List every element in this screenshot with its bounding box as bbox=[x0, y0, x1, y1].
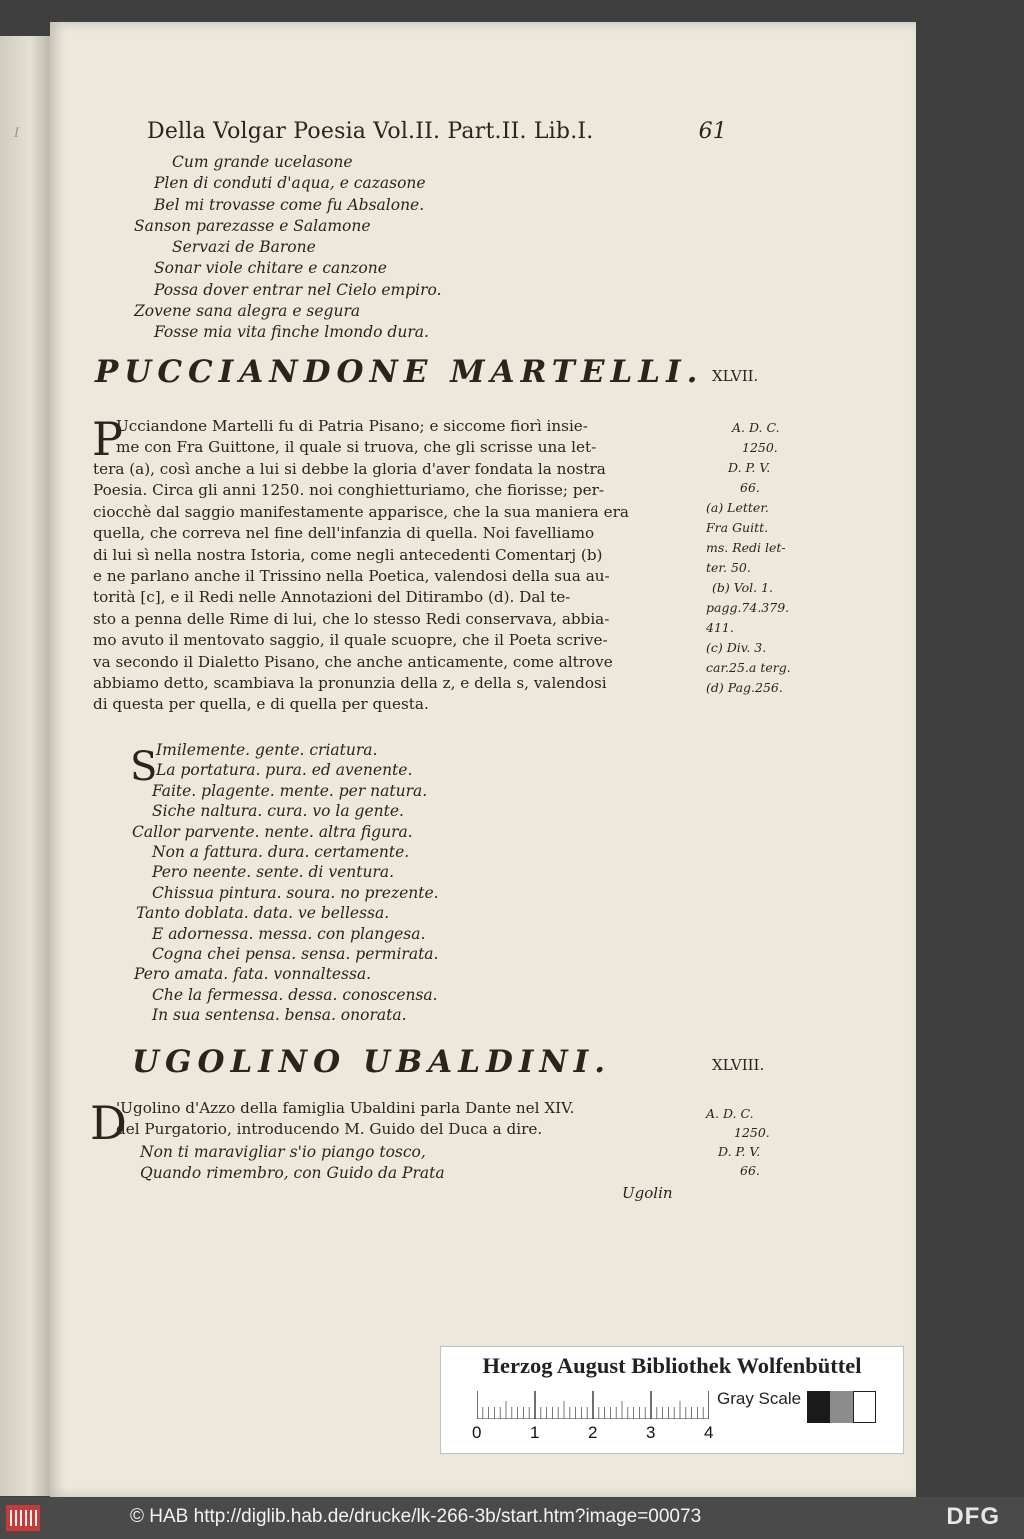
verse-line: Pero neente. sente. di ventura. bbox=[152, 863, 395, 882]
gray-swatch-white bbox=[853, 1391, 876, 1423]
verse-line: Non ti maravigliar s'io piango tosco, bbox=[140, 1143, 426, 1161]
copyright-url[interactable]: © HAB http://diglib.hab.de/drucke/lk-266-3b/start.htm?image=00073 bbox=[130, 1506, 702, 1527]
prose-line: sto a penna delle Rime di lui, che lo stesso Redi conservava, abbia- bbox=[93, 609, 610, 628]
margin-note: 66. bbox=[740, 1163, 760, 1178]
prose-line: del Purgatorio, introducendo M. Guido del Duca a dire. bbox=[116, 1120, 543, 1139]
margin-note: Fra Guitt. bbox=[706, 520, 769, 535]
margin-note: (c) Div. 3. bbox=[706, 640, 767, 655]
margin-notes-ugolino bbox=[706, 1104, 770, 1180]
margin-note: 411. bbox=[706, 620, 734, 635]
verse-line: Cogna chei pensa. sensa. permirata. bbox=[152, 945, 439, 964]
book-page bbox=[50, 22, 916, 1497]
drop-cap: S bbox=[130, 744, 158, 790]
verse-line: Tanto doblata. data. ve bellessa. bbox=[136, 904, 390, 923]
verse-line: In sua sentensa. bensa. onorata. bbox=[152, 1006, 407, 1025]
prose-ugolino bbox=[116, 1098, 708, 1141]
prose-line: Poesia. Circa gli anni 1250. noi conghietturiamo, che fiorisse; per- bbox=[93, 481, 604, 500]
margin-note: 1250. bbox=[734, 1125, 770, 1140]
verse-line: Fosse mia vita finche lmondo dura. bbox=[154, 323, 429, 342]
gray-swatch-gray bbox=[830, 1391, 853, 1423]
verse-top bbox=[134, 152, 442, 344]
viewer-footer bbox=[0, 1497, 1024, 1539]
prose-line: mo avuto il mentovato saggio, il quale scuopre, che il Poeta scrive- bbox=[93, 631, 608, 650]
verse-line: Faite. plagente. mente. per natura. bbox=[152, 781, 428, 800]
verse-dante bbox=[140, 1142, 445, 1185]
verse-line: Siche naltura. cura. vo la gente. bbox=[152, 802, 404, 821]
verse-line: Cum grande ucelasone bbox=[172, 153, 353, 171]
prose-line: tera (a), così anche a lui si debbe la gloria d'aver fondata la nostra bbox=[93, 460, 606, 478]
verse-line: La portatura. pura. ed avenente. bbox=[156, 761, 413, 780]
margin-note: car.25.a terg. bbox=[706, 660, 791, 675]
margin-note: (a) Letter. bbox=[706, 500, 769, 515]
ruler-label: 4 bbox=[704, 1423, 714, 1442]
ruler-label: 3 bbox=[646, 1423, 656, 1442]
verse-line: Sanson parezasse e Salamone bbox=[134, 216, 371, 235]
margin-note: (d) Pag.256. bbox=[706, 680, 783, 695]
verse-line: Sonar viole chitare e canzone bbox=[154, 259, 387, 278]
drop-cap: P bbox=[92, 412, 123, 466]
verse-line: Zovene sana alegra e segura bbox=[134, 302, 361, 321]
verse-line: Bel mi trovasse come fu Absalone. bbox=[154, 195, 425, 214]
catchword: Ugolin bbox=[622, 1184, 673, 1202]
verse-line: Plen di conduti d'aqua, e cazasone bbox=[154, 174, 426, 193]
margin-note: A. D. C. bbox=[732, 420, 780, 435]
margin-note: ms. Redi let- bbox=[706, 540, 786, 555]
prose-pucciandone-first-lines bbox=[116, 416, 692, 459]
verse-line: Callor parvente. nente. altra figura. bbox=[132, 822, 413, 841]
running-head-title: Della Volgar Poesia Vol.II. Part.II. Lib.I. bbox=[147, 119, 594, 144]
prose-line: e ne parlano anche il Trissino nella Poetica, valendosi della sua au- bbox=[93, 567, 610, 586]
ruler-label: 2 bbox=[588, 1423, 598, 1442]
prose-line: abbiamo detto, scambiava la pronunzia della z, e della s, valendosi bbox=[93, 674, 607, 693]
verse-line: Servazi de Barone bbox=[172, 238, 316, 257]
prose-line: quella, che correva nel fine dell'infanzia di quella. Noi favelliamo bbox=[93, 524, 595, 543]
page-number: 61 bbox=[698, 119, 727, 144]
verse-sonnet bbox=[132, 740, 439, 1026]
library-name: Herzog August Bibliothek Wolfenbüttel bbox=[482, 1353, 862, 1378]
ruler-label: 1 bbox=[530, 1423, 540, 1442]
margin-note: pagg.74.379. bbox=[706, 600, 790, 615]
verse-line: Chissua pintura. soura. no prezente. bbox=[152, 883, 439, 902]
ruler-scale-icon bbox=[477, 1389, 709, 1419]
gray-scale-label: Gray Scale bbox=[717, 1389, 802, 1408]
section-title-ugolino: UGOLINO UBALDINI. bbox=[132, 1044, 612, 1080]
verse-line: Imilemente. gente. criatura. bbox=[156, 741, 378, 759]
prose-line: 'Ugolino d'Azzo della famiglia Ubaldini parla Dante nel XIV. bbox=[116, 1099, 575, 1117]
margin-note: 1250. bbox=[742, 440, 778, 455]
prose-line: me con Fra Guittone, il quale si truova, che gli scrisse una let- bbox=[116, 438, 597, 457]
prose-line: torità [c], e il Redi nelle Annotazioni del Ditirambo (d). Dal te- bbox=[93, 588, 571, 607]
prose-line: va secondo il Dialetto Pisano, che anche anticamente, come altrove bbox=[93, 652, 613, 671]
ruler-label: 0 bbox=[472, 1423, 482, 1442]
verse-line: E adornessa. messa. con plangesa. bbox=[152, 924, 426, 943]
section-number-xlviii: XLVIII. bbox=[712, 1056, 765, 1074]
prose-pucciandone bbox=[93, 459, 693, 716]
library-color-target bbox=[440, 1346, 904, 1454]
prose-line: ciocchè dal saggio manifestamente apparisce, che la sua maniera era bbox=[93, 502, 629, 521]
facing-page-ghost-text: I bbox=[14, 126, 20, 141]
margin-note: (b) Vol. 1. bbox=[712, 580, 774, 595]
verse-line: Pero amata. fata. vonnaltessa. bbox=[134, 965, 372, 984]
prose-line: Ucciandone Martelli fu di Patria Pisano; e siccome fiorì insie- bbox=[116, 417, 588, 435]
margin-note: ter. 50. bbox=[706, 560, 751, 575]
verse-line: Possa dover entrar nel Cielo empiro. bbox=[154, 280, 442, 299]
margin-note: D. P. V. bbox=[728, 460, 771, 475]
verse-line: Quando rimembro, con Guido da Prata bbox=[140, 1164, 445, 1183]
gray-swatch-black bbox=[807, 1391, 830, 1423]
running-head bbox=[147, 119, 727, 144]
prose-line: di questa per quella, e di quella per questa. bbox=[93, 695, 429, 714]
prose-line: di lui sì nella nostra Istoria, come negli antecedenti Comentarj (b) bbox=[93, 545, 603, 564]
margin-note: 66. bbox=[740, 480, 760, 495]
section-number-xlvii: XLVII. bbox=[712, 367, 759, 385]
section-title-pucciandone: PUCCIANDONE MARTELLI. bbox=[95, 354, 704, 390]
margin-note: A. D. C. bbox=[706, 1106, 754, 1121]
verse-line: Che la fermessa. dessa. conoscensa. bbox=[152, 985, 438, 1004]
facing-page-edge bbox=[0, 36, 50, 1496]
margin-note: D. P. V. bbox=[718, 1144, 761, 1159]
drop-cap: D bbox=[90, 1096, 127, 1150]
dfg-logo: DFG bbox=[946, 1503, 1000, 1530]
margin-notes-pucciandone bbox=[706, 418, 791, 698]
verse-line: Non a fattura. dura. certamente. bbox=[152, 843, 410, 862]
hab-logo-icon bbox=[6, 1505, 40, 1531]
